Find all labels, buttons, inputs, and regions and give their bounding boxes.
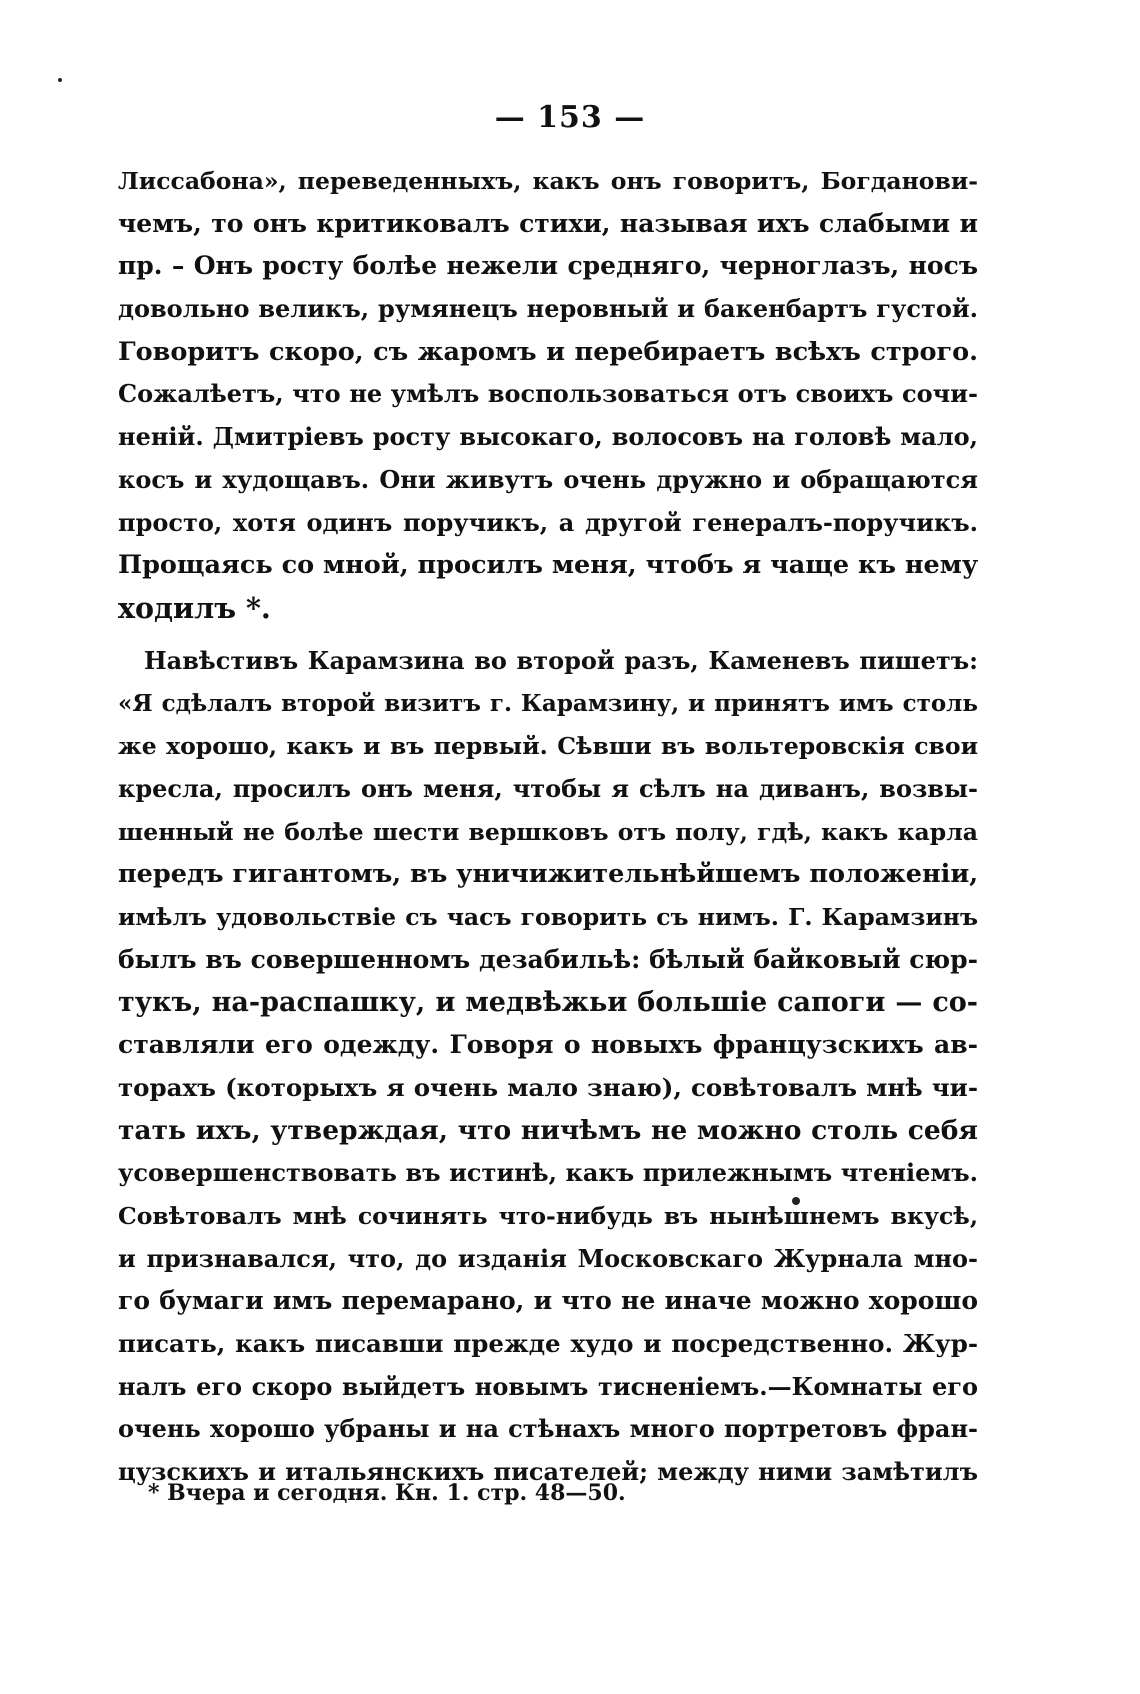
text-line: передъ гигантомъ, въ уничижительнѣйшемъ положеніи,	[118, 859, 979, 890]
text-line: косъ и худощавъ. Они живутъ очень дружно и обращаются	[118, 464, 978, 494]
text-line: очень хорошо убраны и на стѣнахъ много портретовъ фран-	[118, 1414, 978, 1444]
text-line: тукъ, на-распашку, и медвѣжьи большіе сапоги — со-	[118, 986, 978, 1018]
text-line: кресла, просилъ онъ меня, чтобы я сѣлъ на диванъ, возвы-	[118, 774, 978, 804]
text-line: «Я сдѣлалъ второй визитъ г. Карамзину, и принятъ имъ столь	[118, 689, 978, 717]
text-line: цузскихъ и итальянскихъ писателей; между ними замѣтилъ	[118, 1457, 978, 1487]
text-line: Лиссабона», переведенныхъ, какъ онъ говоритъ, Богданови-	[118, 167, 978, 195]
text-line: торахъ (которыхъ я очень мало знаю), совѣтовалъ мнѣ чи-	[118, 1072, 978, 1102]
text-line: Навѣстивъ Карамзина во второй разъ, Каменевъ пишетъ:	[144, 646, 978, 675]
paragraph-1	[118, 160, 978, 630]
text-line: имѣлъ удовольствіе съ часъ говорить съ нимъ. Г. Карамзинъ	[118, 903, 978, 932]
text-line: писать, какъ писавши прежде худо и посредственно. Жур-	[118, 1329, 978, 1358]
text-line: довольно великъ, румянецъ неровный и бакенбартъ густой.	[118, 294, 978, 324]
text-line: же хорошо, какъ и въ первый. Сѣвши въ вольтеровскія свои	[118, 732, 978, 761]
footnote: * Вчера и сегодня. Кн. 1. стр. 48—50.	[148, 1480, 626, 1506]
text-line: налъ его скоро выйдетъ новымъ тисненіемъ.—Комнаты его	[118, 1371, 978, 1401]
text-line: былъ въ совершенномъ дезабильѣ: бѣлый байковый сюр-	[118, 944, 978, 974]
text-line: усовершенствовать въ истинѣ, какъ прилежнымъ чтеніемъ.	[118, 1158, 978, 1188]
text-line: просто, хотя одинъ поручикъ, а другой генералъ-поручикъ.	[118, 507, 978, 537]
text-line: го бумаги имъ перемарано, и что не иначе можно хорошо	[118, 1286, 978, 1316]
text-line: ставляли его одежду. Говоря о новыхъ французскихъ ав-	[118, 1030, 978, 1060]
text-line: Совѣтовалъ мнѣ сочинять что-нибудь въ нынѣшнемъ вкусѣ,	[118, 1201, 978, 1230]
text-line: и признавался, что, до изданія Московскаго Журнала мно-	[118, 1243, 978, 1273]
text-line: неній. Дмитріевъ росту высокаго, волосовъ на головѣ мало,	[118, 422, 978, 452]
page-number: — 153 —	[494, 100, 646, 135]
text-line: пр. – Онъ росту болѣе нежели средняго, черноглазъ, носъ	[118, 251, 978, 281]
text-line: Сожалѣетъ, что не умѣлъ воспользоваться отъ своихъ сочи-	[118, 379, 978, 409]
text-line: Говоритъ скоро, съ жаромъ и перебираетъ всѣхъ строго.	[118, 336, 978, 367]
ink-speck	[58, 78, 62, 82]
text-line: ходилъ *.	[118, 590, 271, 625]
paragraph-2	[118, 640, 978, 1494]
text-line: тать ихъ, утверждая, что ничѣмъ не можно столь себя	[118, 1114, 978, 1146]
text-line: чемъ, то онъ критиковалъ стихи, называя ихъ слабыми и	[118, 208, 978, 238]
text-line: шенный не болѣе шести вершковъ отъ полу, гдѣ, какъ карла	[118, 817, 978, 846]
text-line: Прощаясь со мной, просилъ меня, чтобъ я чаще къ нему	[118, 550, 979, 581]
